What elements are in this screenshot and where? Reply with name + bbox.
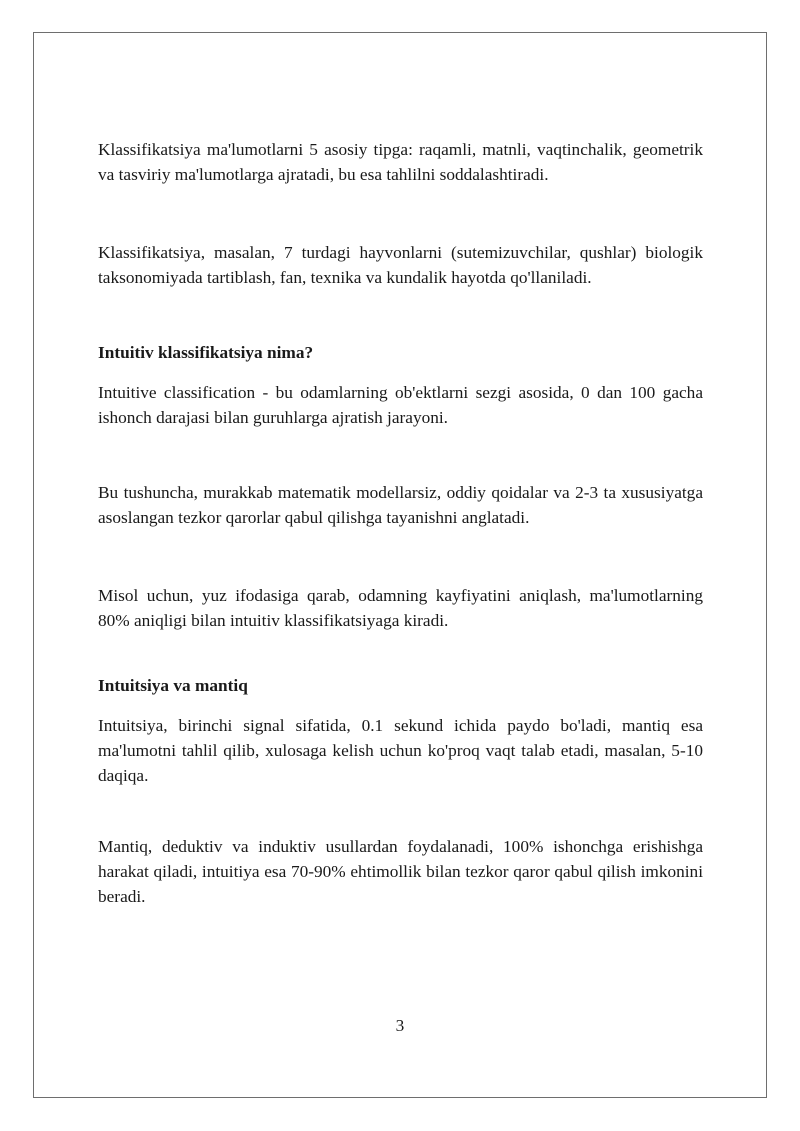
- paragraph-logic-methods: Mantiq, deduktiv va induktiv usullardan foydalanadi, 100% ishonchga erishishga harakat qiladi, intuitiya esa 70-90% ehtimollik bilan tezkor qaror qabul qilish imkonini beradi.: [98, 837, 703, 906]
- paragraph-simple-rules: Bu tushuncha, murakkab matematik modellarsiz, oddiy qoidalar va 2-3 ta xususiyatga asoslangan tezkor qarorlar qabul qilishga tayanishni anglatadi.: [98, 483, 703, 527]
- paragraph-animal-taxonomy: Klassifikatsiya, masalan, 7 turdagi hayvonlarni (sutemizuvchilar, qushlar) biologik taksonomiyada tartiblash, fan, texnika va kundalik hayotda qo'llaniladi.: [98, 243, 703, 287]
- paragraph-intuitive-definition: Intuitive classification - bu odamlarning ob'ektlarni sezgi asosida, 0 dan 100 gacha ishonch darajasi bilan guruhlarga ajratish jarayoni.: [98, 383, 703, 427]
- paragraph-data-types: Klassifikatsiya ma'lumotlarni 5 asosiy tipga: raqamli, matnli, vaqtinchalik, geometrik va tasviriy ma'lumotlarga ajratadi, bu esa tahlilni soddalashtiradi.: [98, 140, 703, 184]
- document-body: [98, 137, 703, 909]
- heading-intuition-and-logic: Intuitsiya va mantiq: [98, 676, 248, 695]
- heading-intuitive-classification: Intuitiv klassifikatsiya nima?: [98, 343, 314, 362]
- paragraph-intuition-speed: Intuitsiya, birinchi signal sifatida, 0.1 sekund ichida paydo bo'ladi, mantiq esa ma'lumotni tahlil qilib, xulosaga kelish uchun ko'proq vaqt talab etadi, masalan, 5-10 daqiqa.: [98, 716, 703, 785]
- paragraph-face-example: Misol uchun, yuz ifodasiga qarab, odamning kayfiyatini aniqlash, ma'lumotlarning 80% aniqligi bilan intuitiv klassifikatsiyaga kiradi.: [98, 586, 703, 630]
- page-number: 3: [395, 1016, 405, 1035]
